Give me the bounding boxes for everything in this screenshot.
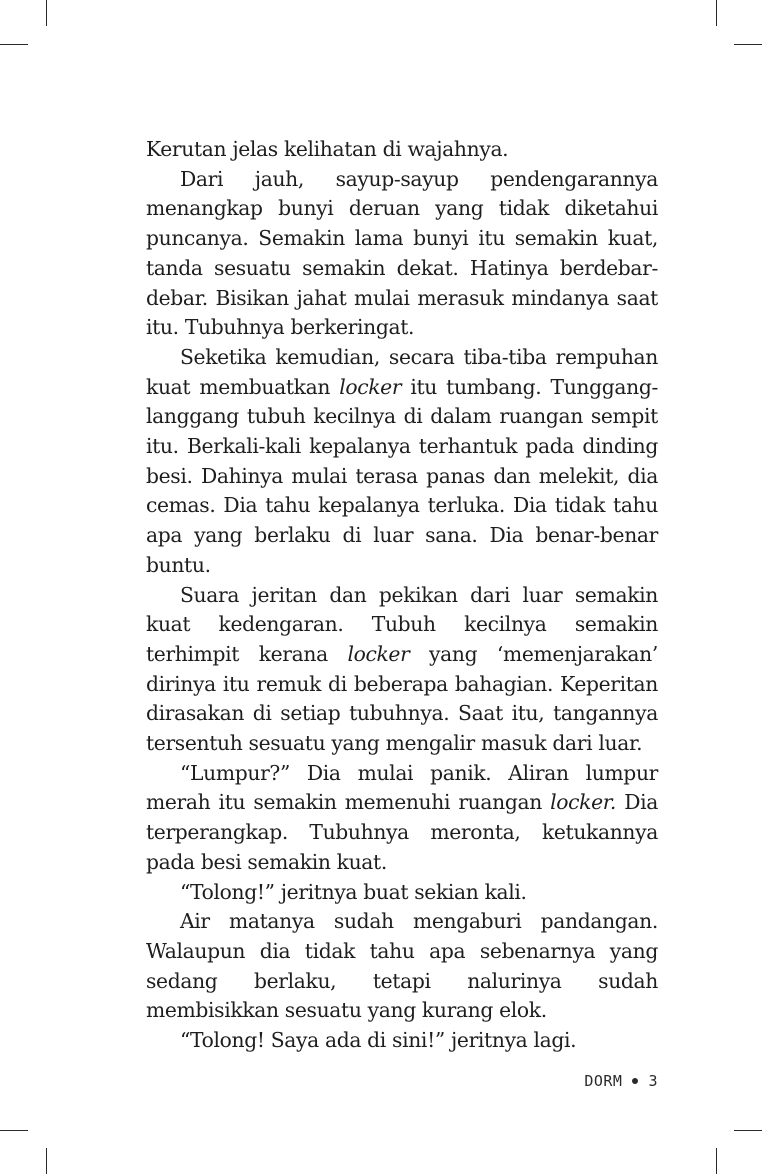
paragraph [146,907,658,1026]
italic-term: locker [347,641,410,666]
italic-term: locker. [550,790,616,815]
crop-mark-top-right-vertical [716,0,717,26]
text-segment: “Tolong!” jeritnya buat sekian kali. [180,879,527,904]
page-footer [584,1072,658,1090]
running-title: DORM [584,1072,623,1090]
text-segment: itu tumbang. Tunggang-langgang tubuh kecilnya di dalam ruangan sempit itu. Berkali-kali kepalanya terhantuk pada dinding besi. Dahinya mulai terasa panas dan melekit, dia cemas. Dia tahu kepalanya terluka. Dia tidak tahu apa yang berlaku di luar sana. Dia benar-benar buntu. [146,374,658,577]
paragraph [146,581,658,759]
text-segment: Kerutan jelas kelihatan di wajahnya. [146,137,509,161]
text-segment: Air matanya sudah mengaburi pandangan. Walaupun dia tidak tahu apa sebenarnya yang sedang berlaku, tetapi nalurinya sudah membisikkan sesuatu yang kurang elok. [146,909,658,1023]
text-segment: Seketika kemudian, secara tiba-tiba rempuhan kuat membuatkan [146,344,658,399]
text-segment: “Tolong! Saya ada di sini!” jeritnya lagi. [180,1028,577,1053]
text-segment: yang ‘memenjarakan’ dirinya itu remuk di beberapa bahagian. Keperitan dirasakan di setiap tubuhnya. Saat itu, tangannya tersentuh sesuatu yang mengalir masuk dari luar. [146,641,658,756]
body-text [146,135,658,1056]
paragraph [146,165,658,343]
page-number: 3 [648,1072,658,1090]
crop-mark-bottom-left-horizontal [0,1130,28,1131]
paragraph [146,1026,658,1056]
crop-mark-bottom-right-horizontal [734,1130,762,1131]
crop-mark-bottom-left-vertical [46,1148,47,1174]
crop-mark-top-left-horizontal [0,44,28,45]
text-segment: Dari jauh, sayup-sayup pendengarannya menangkap bunyi deruan yang tidak diketahui puncanya. Semakin lama bunyi itu semakin kuat, tanda sesuatu semakin dekat. Hatinya berdebar-debar. Bisikan jahat mulai merasuk mindanya saat itu. Tubuhnya berkeringat. [146,166,658,340]
crop-mark-bottom-right-vertical [716,1148,717,1174]
crop-mark-top-right-horizontal [734,44,762,45]
paragraph [146,343,658,581]
crop-mark-top-left-vertical [46,0,47,26]
paragraph [146,135,658,165]
text-segment: “Lumpur?” Dia mulai panik. Aliran lumpur merah itu semakin memenuhi ruangan [146,760,658,815]
text-segment: Dia terperangkap. Tubuhnya meronta, ketukannya pada besi semakin kuat. [146,790,658,874]
bullet-separator [632,1078,638,1084]
text-segment: Suara jeritan dan pekikan dari luar semakin kuat kedengaran. Tubuh kecilnya semakin terhimpit kerana [146,582,658,666]
italic-term: locker [339,374,402,399]
paragraph [146,878,658,908]
paragraph [146,759,658,878]
